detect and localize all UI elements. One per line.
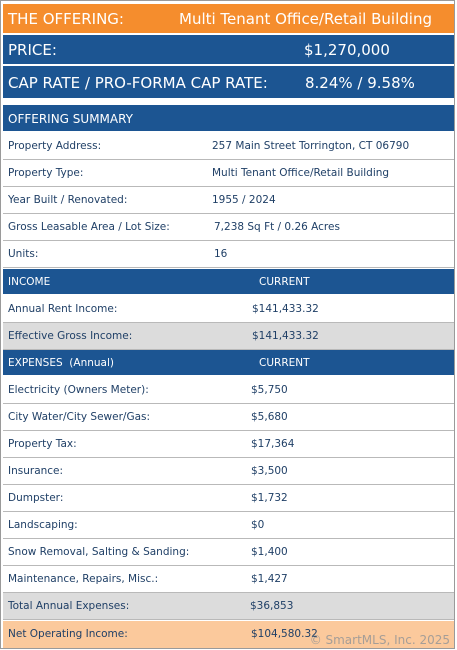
- summary-row: [3, 187, 454, 214]
- summary-value: 1955 / 2024: [212, 194, 276, 206]
- summary-label: Year Built / Renovated:: [8, 194, 128, 206]
- offering-subtitle: Multi Tenant Office/Retail Building: [179, 10, 432, 28]
- income-label: Annual Rent Income:: [8, 303, 118, 315]
- expense-value: $17,364: [251, 438, 295, 450]
- expense-value: $5,680: [251, 411, 288, 423]
- income-value: $141,433.32: [252, 330, 319, 342]
- summary-label: Property Address:: [8, 140, 102, 152]
- income-heading: INCOME: [8, 276, 51, 288]
- expense-row: [3, 458, 454, 485]
- noi-label: Net Operating Income:: [8, 628, 128, 640]
- price-value: $1,270,000: [304, 41, 390, 59]
- expense-label: Snow Removal, Salting & Sanding:: [8, 546, 190, 558]
- total-expenses-value: $36,853: [250, 600, 294, 612]
- price-label: PRICE:: [8, 41, 57, 59]
- cap-rate-label: CAP RATE / PRO-FORMA CAP RATE:: [8, 74, 268, 92]
- expense-label: Landscaping:: [8, 519, 78, 531]
- noi-value: $104,580.32: [251, 628, 318, 640]
- income-row: [3, 323, 454, 350]
- expense-label: Electricity (Owners Meter):: [8, 384, 149, 396]
- expense-value: $1,732: [251, 492, 288, 504]
- expense-row: [3, 404, 454, 431]
- summary-heading: OFFERING SUMMARY: [8, 112, 134, 126]
- expense-row: [3, 485, 454, 512]
- expense-label: Insurance:: [8, 465, 64, 477]
- total-expenses-label: Total Annual Expenses:: [8, 600, 130, 612]
- expense-row: [3, 539, 454, 566]
- expense-label: Maintenance, Repairs, Misc.:: [8, 573, 159, 585]
- expense-label: City Water/City Sewer/Gas:: [8, 411, 151, 423]
- expense-row: [3, 512, 454, 539]
- copyright-watermark: © SmartMLS, Inc. 2025: [309, 633, 450, 647]
- expense-value: $3,500: [251, 465, 288, 477]
- expense-row: [3, 377, 454, 404]
- cap-rate-value: 8.24% / 9.58%: [305, 74, 415, 92]
- income-label: Effective Gross Income:: [8, 330, 133, 342]
- expense-row: [3, 566, 454, 593]
- income-column-header: CURRENT: [259, 276, 310, 288]
- expense-label: Dumpster:: [8, 492, 64, 504]
- expenses-column-header: CURRENT: [259, 357, 310, 369]
- summary-value: Multi Tenant Office/Retail Building: [212, 167, 390, 179]
- summary-row: [3, 241, 454, 268]
- income-row: [3, 296, 454, 323]
- expenses-heading: EXPENSES (Annual): [8, 357, 114, 369]
- summary-row: [3, 160, 454, 187]
- total-expenses-row: [3, 593, 454, 620]
- summary-value: 257 Main Street Torrington, CT 06790: [212, 140, 410, 152]
- expense-value: $1,427: [251, 573, 288, 585]
- price-row: [3, 35, 454, 66]
- expense-value: $5,750: [251, 384, 288, 396]
- expense-value: $1,400: [251, 546, 288, 558]
- summary-value: 16: [214, 248, 228, 260]
- summary-label: Property Type:: [8, 167, 84, 179]
- summary-value: 7,238 Sq Ft / 0.26 Acres: [214, 221, 340, 233]
- cap-rate-row: [3, 66, 454, 100]
- offering-header: [3, 4, 454, 35]
- income-value: $141,433.32: [252, 303, 319, 315]
- summary-label: Units:: [8, 248, 39, 260]
- offering-title: THE OFFERING:: [8, 10, 124, 28]
- expense-label: Property Tax:: [8, 438, 77, 450]
- summary-label: Gross Leasable Area / Lot Size:: [8, 221, 170, 233]
- summary-row: [3, 133, 454, 160]
- income-heading-row: [3, 269, 454, 296]
- summary-row: [3, 214, 454, 241]
- expense-value: $0: [251, 519, 265, 531]
- expenses-heading-row: [3, 350, 454, 377]
- summary-heading-row: [3, 105, 454, 133]
- expense-row: [3, 431, 454, 458]
